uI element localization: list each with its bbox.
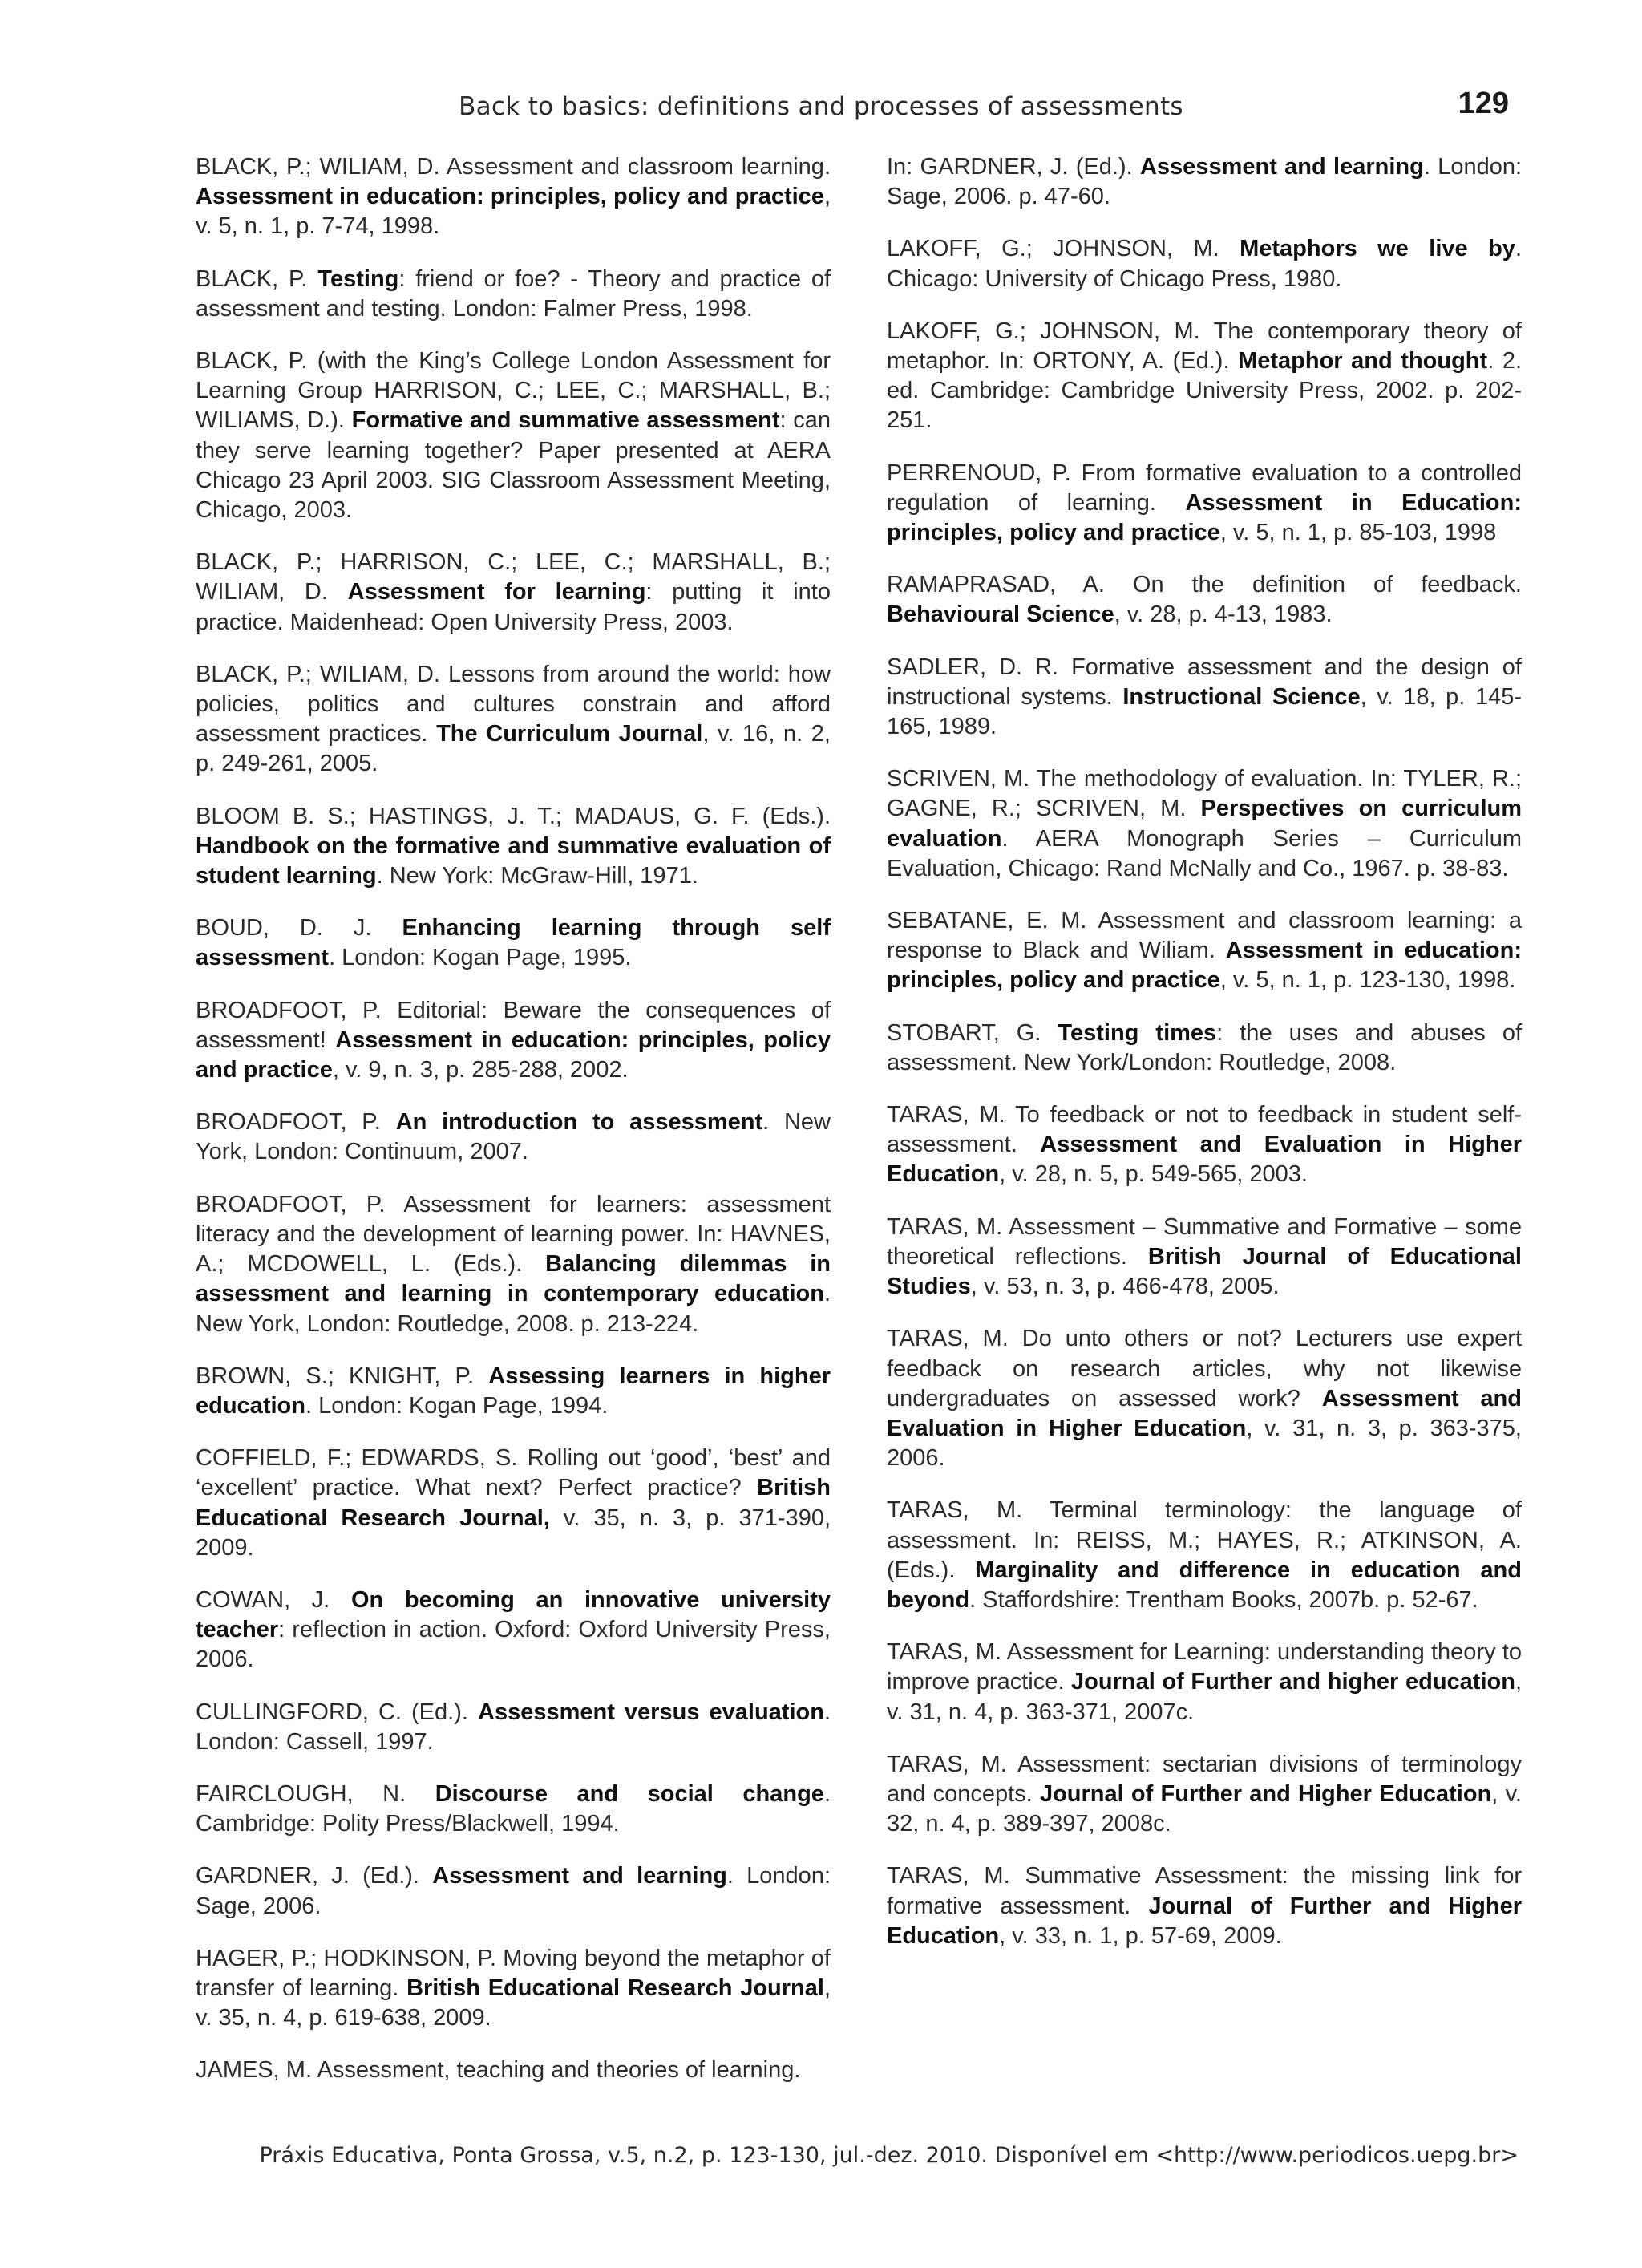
reference-title: Assessment and learning <box>1139 154 1424 180</box>
reference-text: . New York, London: Routledge, 2008. p. 213-224. <box>196 1281 831 1337</box>
reference-entry <box>196 548 831 638</box>
reference-text: TARAS, M. To feedback or not to feedback in student self-assessment. <box>887 1102 1522 1158</box>
reference-text: BLACK, P. (with the King’s College London Assessment for Learning Group HARRISON, C.; LEE, C.; MARSHALL, B.; WILIAMS, D.). <box>196 348 831 434</box>
reference-text: : can they serve learning together? Paper presented at AERA Chicago 23 April 2003. SIG Classroom Assessment Meeting, Chicago, 2003. <box>196 407 831 524</box>
reference-text: . London: Kogan Page, 1994. <box>305 1392 609 1419</box>
reference-title: Testing times <box>1058 1019 1217 1046</box>
reference-entry <box>196 913 831 973</box>
references-left-column <box>196 152 831 2108</box>
reference-title: Assessment in education: principles, policy and practice <box>887 938 1522 994</box>
reference-entry <box>887 1100 1522 1190</box>
reference-text: . London: Sage, 2006. p. 47-60. <box>887 154 1523 210</box>
reference-entry <box>887 1019 1522 1078</box>
reference-entry <box>196 1108 831 1167</box>
reference-text: , v. 18, p. 145-165, 1989. <box>887 683 1522 740</box>
reference-entry <box>196 1780 831 1839</box>
reference-entry <box>887 1638 1522 1727</box>
reference-title: Journal of Further and Higher Education <box>1039 1780 1492 1807</box>
reference-text: SADLER, D. R. Formative assessment and the design of instructional systems. <box>887 654 1522 710</box>
reference-entry <box>196 1698 831 1757</box>
reference-text: . New York: McGraw-Hill, 1971. <box>376 863 698 889</box>
reference-entry <box>887 906 1522 996</box>
reference-text: HAGER, P.; HODKINSON, P. Moving beyond the metaphor of transfer of learning. <box>196 1945 831 2001</box>
reference-text: GARDNER, J. (Ed.). <box>196 1863 433 1889</box>
reference-entry <box>887 459 1522 549</box>
reference-title: Handbook on the formative and summative evaluation of student learning <box>196 832 831 889</box>
reference-entry <box>887 1861 1522 1951</box>
reference-text: BLACK, P. <box>196 265 318 292</box>
reference-text: BROADFOOT, P. <box>196 1109 396 1136</box>
reference-text: , v. 53, n. 3, p. 466-478, 2005. <box>970 1274 1280 1300</box>
references-right-column <box>887 152 1522 1974</box>
reference-entry <box>887 764 1522 884</box>
reference-title: Journal of Further and higher education <box>1071 1669 1515 1695</box>
reference-text: : reflection in action. Oxford: Oxford University Press, 2006. <box>196 1617 831 1673</box>
reference-text: , v. 28, p. 4-13, 1983. <box>1114 601 1333 628</box>
reference-title: Metaphors we live by <box>1240 236 1515 262</box>
reference-entry <box>887 152 1522 212</box>
reference-entry <box>196 1362 831 1421</box>
reference-entry <box>196 346 831 525</box>
running-title: Back to basics: definitions and processes of assessments <box>459 92 1183 121</box>
reference-title: Assessment in education: principles, policy and practice <box>196 184 824 210</box>
reference-title: Enhancing learning through self assessment <box>196 915 831 971</box>
reference-text: PERRENOUD, P. From formative evaluation to a controlled regulation of learning. <box>887 460 1522 516</box>
reference-entry <box>196 1861 831 1921</box>
reference-title: Assessment versus evaluation <box>478 1699 824 1725</box>
reference-text: TARAS, M. Do unto others or not? Lecturers use expert feedback on research articles, why not likewise undergraduates on assessed work? <box>887 1326 1522 1411</box>
reference-text: . London: Cassell, 1997. <box>196 1699 831 1755</box>
reference-text: In: GARDNER, J. (Ed.). <box>887 154 1140 180</box>
reference-title: Formative and summative assessment <box>351 407 780 434</box>
reference-text: BLACK, P.; WILIAM, D. Lessons from around the world: how policies, politics and cultures constrain and afford assessment practices. <box>196 661 831 747</box>
reference-entry <box>887 1750 1522 1840</box>
reference-entry <box>196 1190 831 1339</box>
reference-title: Assessment for learning <box>347 579 646 605</box>
reference-text: COWAN, J. <box>196 1586 351 1613</box>
reference-text: , v. 35, n. 4, p. 619-638, 2009. <box>196 1974 831 2031</box>
footer-citation: Práxis Educativa, Ponta Grossa, v.5, n.2, p. 123-130, jul.-dez. 2010. Disponível em <http://www.periodicos.uepg.br> <box>259 2143 1519 2168</box>
reference-title: Assessing learners in higher education <box>196 1363 831 1419</box>
reference-text: . Cambridge: Polity Press/Blackwell, 1994. <box>196 1780 831 1837</box>
reference-text: BROWN, S.; KNIGHT, P. <box>196 1363 489 1389</box>
reference-entry <box>196 1586 831 1675</box>
reference-text: , v. 5, n. 1, p. 85-103, 1998 <box>1219 520 1497 546</box>
reference-text: . Chicago: University of Chicago Press, 1980. <box>887 236 1522 292</box>
reference-text: BLOOM B. S.; HASTINGS, J. T.; MADAUS, G. F. (Eds.). <box>196 803 831 829</box>
reference-text: CULLINGFORD, C. (Ed.). <box>196 1699 478 1725</box>
reference-entry <box>196 660 831 780</box>
reference-text: TARAS, M. Terminal terminology: the language of assessment. In: REISS, M.; HAYES, R.; ATKINSON, A. (Eds.). <box>887 1497 1522 1583</box>
reference-entry <box>196 802 831 892</box>
reference-title: Assessment and learning <box>432 1863 727 1889</box>
reference-entry <box>887 317 1522 436</box>
reference-text: RAMAPRASAD, A. On the definition of feedback. <box>887 572 1522 598</box>
reference-title: An introduction to assessment <box>395 1109 763 1136</box>
reference-text: , v. 9, n. 3, p. 285-288, 2002. <box>332 1057 629 1083</box>
reference-text: , v. 5, n. 1, p. 123-130, 1998. <box>1219 967 1516 994</box>
reference-title: Assessment and Evaluation in Higher Education <box>887 1385 1522 1441</box>
reference-text: JAMES, M. Assessment, teaching and theories of learning. <box>196 2057 801 2084</box>
reference-title: Journal of Further and Higher Education <box>887 1893 1522 1949</box>
reference-entry <box>887 1324 1522 1473</box>
reference-title: Balancing dilemmas in assessment and learning in contemporary education <box>196 1251 831 1307</box>
reference-text: : putting it into practice. Maidenhead: Open University Press, 2003. <box>196 579 831 635</box>
reference-text: TARAS, M. Summative Assessment: the missing link for formative assessment. <box>887 1863 1522 1919</box>
reference-title: Perspectives on curriculum evaluation <box>887 796 1523 852</box>
reference-text: : friend or foe? - Theory and practice of assessment and testing. London: Falmer Press, 1998. <box>196 265 831 322</box>
reference-title: Instructional Science <box>1122 683 1361 710</box>
reference-text: SCRIVEN, M. The methodology of evaluation. In: TYLER, R.; GAGNE, R.; SCRIVEN, M. <box>887 766 1522 822</box>
reference-text: : the uses and abuses of assessment. New York/London: Routledge, 2008. <box>887 1019 1523 1075</box>
reference-text: SEBATANE, E. M. Assessment and classroom learning: a response to Black and Wiliam. <box>887 908 1522 964</box>
reference-title: British Journal of Educational Studies <box>887 1243 1522 1300</box>
reference-text: , v. 5, n. 1, p. 7-74, 1998. <box>196 184 831 240</box>
reference-text: , v. 31, n. 3, p. 363-375, 2006. <box>887 1415 1522 1472</box>
reference-title: Metaphor and thought <box>1238 348 1488 375</box>
reference-text: , v. 33, n. 1, p. 57-69, 2009. <box>999 1922 1282 1949</box>
reference-text: , v. 16, n. 2, p. 249-261, 2005. <box>196 721 831 777</box>
reference-entry <box>887 570 1522 630</box>
reference-entry <box>887 234 1522 294</box>
reference-text: TARAS, M. Assessment – Summative and Formative – some theoretical reflections. <box>887 1213 1522 1270</box>
reference-title: Assessment and Evaluation in Higher Education <box>887 1132 1522 1188</box>
reference-entry <box>196 996 831 1086</box>
reference-entry <box>196 1944 831 2034</box>
reference-text: BLACK, P.; HARRISON, C.; LEE, C.; MARSHALL, B.; WILIAM, D. <box>196 549 831 605</box>
reference-text: . 2. ed. Cambridge: Cambridge University Press, 2002. p. 202-251. <box>887 348 1522 434</box>
reference-text: BLACK, P.; WILIAM, D. Assessment and classroom learning. <box>196 154 831 180</box>
reference-title: Marginality and difference in education and beyond <box>887 1557 1522 1613</box>
reference-title: Testing <box>317 265 399 292</box>
reference-title: The Curriculum Journal <box>436 721 703 747</box>
reference-text: LAKOFF, G.; JOHNSON, M. <box>887 236 1240 262</box>
reference-text: COFFIELD, F.; EDWARDS, S. Rolling out ‘good’, ‘best’ and ‘excellent’ practice. What next? Perfect practice? <box>196 1445 831 1501</box>
reference-text: BROADFOOT, P. Editorial: Beware the consequences of assessment! <box>196 997 831 1053</box>
reference-text: TARAS, M. Assessment for Learning: understanding theory to improve practice. <box>887 1639 1522 1695</box>
reference-entry <box>196 265 831 324</box>
reference-title: Assessment in Education: principles, policy and practice <box>887 489 1522 546</box>
reference-text: FAIRCLOUGH, N. <box>196 1780 435 1807</box>
reference-entry <box>196 2055 831 2085</box>
reference-text: . New York, London: Continuum, 2007. <box>196 1109 831 1165</box>
reference-entry <box>196 1444 831 1563</box>
reference-title: British Educational Research Journal <box>406 1974 824 2001</box>
reference-title: Behavioural Science <box>887 601 1114 628</box>
reference-text: BOUD, D. J. <box>196 915 402 942</box>
page-number: 129 <box>1458 87 1509 120</box>
reference-text: . London: Sage, 2006. <box>196 1863 831 1919</box>
reference-title: British Educational Research Journal, <box>196 1475 831 1531</box>
reference-entry <box>887 1213 1522 1302</box>
reference-text: TARAS, M. Assessment: sectarian divisions of terminology and concepts. <box>887 1751 1522 1807</box>
reference-text: . London: Kogan Page, 1995. <box>329 945 632 971</box>
reference-title: On becoming an innovative university teacher <box>196 1586 831 1643</box>
reference-entry <box>887 1496 1522 1615</box>
reference-title: Assessment in education: principles, policy and practice <box>196 1027 831 1083</box>
reference-text: , v. 32, n. 4, p. 389-397, 2008c. <box>887 1780 1522 1837</box>
reference-text: BROADFOOT, P. Assessment for learners: assessment literacy and the development of learning power. In: HAVNES, A.; MCDOWELL, L. (Eds.). <box>196 1191 831 1278</box>
reference-text: v. 35, n. 3, p. 371-390, 2009. <box>196 1505 831 1561</box>
reference-text: , v. 31, n. 4, p. 363-371, 2007c. <box>887 1669 1522 1725</box>
reference-text: STOBART, G. <box>887 1019 1058 1046</box>
reference-title: Discourse and social change <box>435 1780 824 1807</box>
reference-text: . AERA Monograph Series – Curriculum Evaluation, Chicago: Rand McNally and Co., 1967. p. 38-83. <box>887 825 1522 881</box>
reference-text: LAKOFF, G.; JOHNSON, M. The contemporary theory of metaphor. In: ORTONY, A. (Ed.). <box>887 318 1522 375</box>
reference-entry <box>196 152 831 242</box>
reference-text: . Staffordshire: Trentham Books, 2007b. p. 52-67. <box>969 1586 1478 1613</box>
reference-text: , v. 28, n. 5, p. 549-565, 2003. <box>999 1161 1308 1188</box>
reference-entry <box>887 653 1522 743</box>
